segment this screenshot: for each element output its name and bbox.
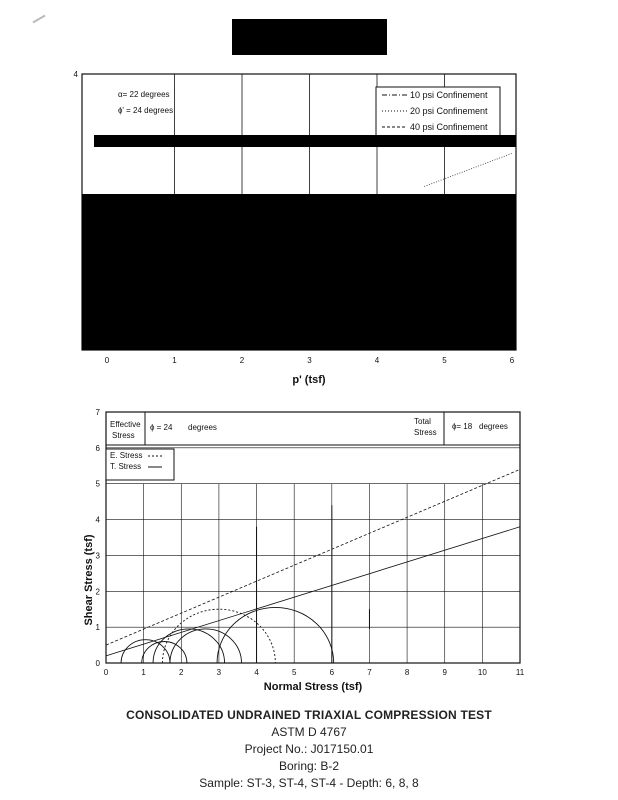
- c2-x-tick-label: 2: [179, 668, 184, 677]
- c1-x-tick-label: 6: [509, 356, 515, 365]
- c2-effective-label: Effective Stress: [110, 420, 141, 440]
- report-footer: [0, 707, 618, 792]
- redaction-plot-area: [82, 194, 516, 350]
- c2-y-tick-label: 5: [95, 479, 100, 489]
- c1-x-tick-label: 5: [442, 356, 447, 365]
- c2-y-tick-label: 7: [95, 408, 100, 417]
- report-project: Project No.: J017150.01: [244, 742, 374, 756]
- c2-effective-unit: degrees: [188, 423, 217, 432]
- report-standard: ASTM D 4767: [271, 725, 347, 739]
- report-sample: Sample: ST-3, ST-4, ST-4 - Depth: 6, 8, 8: [199, 776, 419, 790]
- report-boring: Boring: B-2: [278, 759, 340, 773]
- c2-x-tick-label: 7: [367, 668, 372, 677]
- c2-total-angle: ɸ= 18: [452, 422, 473, 431]
- c2-ylabel: Shear Stress (tsf): [83, 534, 95, 626]
- c1-x-tick-label: 1: [172, 356, 177, 365]
- c1-legend-label-10: 10 psi Confinement: [410, 90, 488, 100]
- c2-xlabel: Normal Stress (tsf): [263, 681, 363, 693]
- c2-y-tick-label: 3: [95, 551, 100, 561]
- c1-legend-label-40: 40 psi Confinement: [410, 122, 488, 132]
- c1-legend-label-20: 20 psi Confinement: [410, 106, 488, 116]
- c1-x-tick-label: 3: [307, 356, 312, 365]
- c2-y-tick-label: 0: [95, 659, 100, 668]
- c2-x-tick-label: 6: [329, 668, 335, 677]
- chart-mohr-circles: [0, 400, 618, 710]
- c2-x-tick-label: 3: [216, 668, 222, 677]
- c2-y-tick-label: 1: [95, 623, 100, 633]
- c1-legend: [376, 87, 500, 137]
- c2-total-label: Total Stress: [414, 417, 437, 437]
- c1-annotation-phi: ɸ' = 24 degrees: [118, 106, 174, 115]
- redaction-band: [94, 135, 516, 147]
- c1-y-tick-label: 4: [73, 70, 78, 79]
- c2-x-tick-label: 5: [291, 668, 297, 677]
- c1-x-tick-label: 2: [239, 356, 245, 365]
- c2-x-tick-label: 10: [477, 668, 487, 677]
- report-title: CONSOLIDATED UNDRAINED TRIAXIAL COMPRESSION TEST: [126, 708, 492, 722]
- c2-legend: [106, 449, 174, 480]
- c2-y-tick-label: 2: [95, 587, 100, 597]
- c2-y-tick-label: 6: [95, 443, 100, 453]
- c2-x-tick-label: 1: [141, 668, 146, 677]
- c1-x-tick-label: 4: [374, 356, 380, 365]
- c2-y-tick-label: 4: [95, 515, 100, 525]
- c2-total-unit: degrees: [479, 422, 508, 431]
- c2-x-tick-label: 8: [404, 668, 410, 677]
- c1-annotation-alpha: α= 22 degrees: [118, 90, 170, 99]
- c2-legend-label-e: E. Stress: [110, 451, 143, 460]
- c2-x-tick-label: 0: [103, 668, 109, 677]
- c2-x-tick-label: 4: [254, 668, 259, 677]
- c2-x-tick-label: 11: [515, 668, 525, 677]
- c1-x-tick-label: 0: [104, 356, 110, 365]
- c2-effective-angle: ɸ = 24: [150, 423, 173, 432]
- c2-legend-label-t: T. Stress: [110, 462, 142, 471]
- c1-xlabel: p' (tsf): [292, 374, 326, 386]
- c2-x-tick-label: 9: [442, 668, 447, 677]
